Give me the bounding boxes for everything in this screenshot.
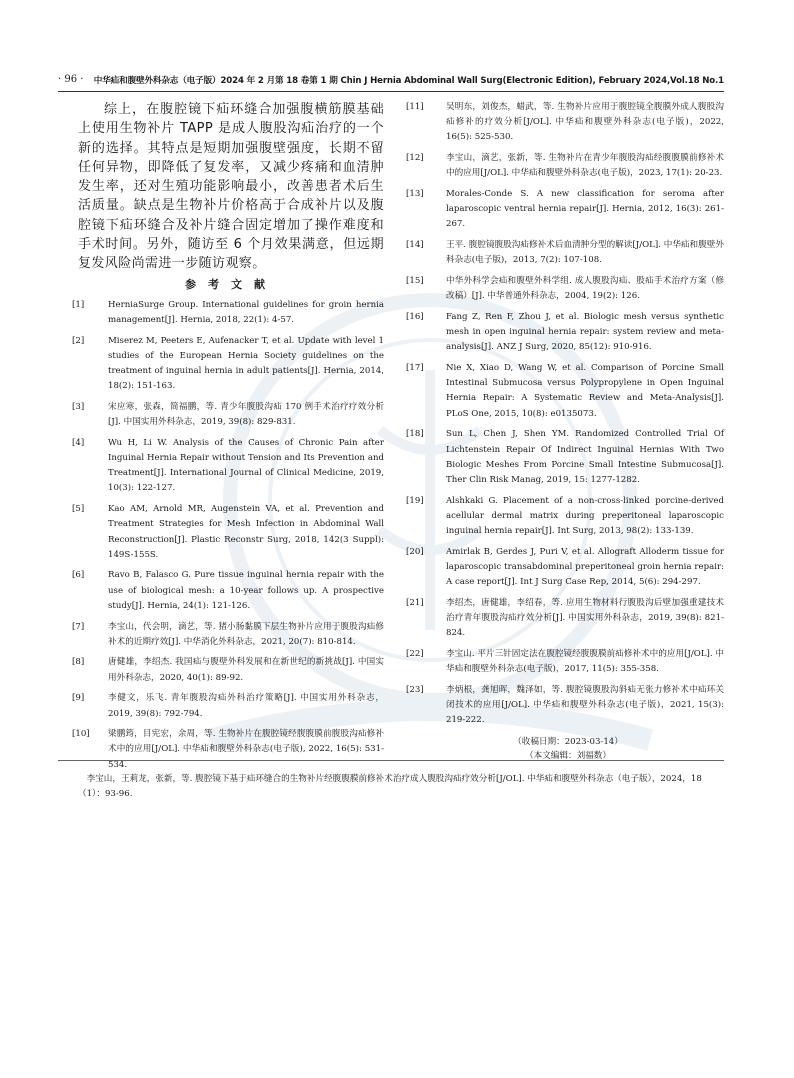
reference-item (72, 400, 384, 430)
reference-number: [4] (72, 437, 85, 448)
reference-text: Wu H, Li W. Analysis of the Causes of Chronic Pain after Inguinal Hernia Repair without Tension and Its Prevention and Treatment[J]. International Journal of Clinical Medicine, 2019, 10(3): 122-127. (108, 437, 384, 494)
reference-item (406, 545, 724, 591)
reference-item (72, 655, 384, 685)
reference-number: [11] (406, 102, 424, 112)
reference-number: [18] (406, 429, 424, 440)
reference-item (406, 596, 724, 642)
reference-number: [22] (406, 649, 424, 659)
reference-number: [10] (72, 729, 90, 740)
reference-number: [21] (406, 597, 424, 608)
reference-text: Fang Z, Ren F, Zhou J, et al. Biologic mesh versus synthetic mesh in open inguinal hernia repair: system review and meta-analysis[J]. ANZ J Surg, 2020, 85(12): 910-916. (446, 311, 724, 353)
reference-number: [3] (72, 401, 85, 412)
reference-item (72, 691, 384, 721)
reference-text: Ravo B, Falasco G. Pure tissue inguinal hernia repair with the use of biological mesh: a 10-year follows up. A prospective study[J]. Hernia, 24(1): 121-126. (108, 570, 384, 611)
reference-text: 李宝山，代会明，滴艺，等. 猪小肠黏膜下层生物补片应用于腹股沟疝修补术的近期疗效[J]. 中华消化外科杂志，2021, 20(7): 810-814. (108, 621, 384, 647)
reference-item (406, 683, 724, 729)
reference-number: [6] (72, 570, 85, 581)
conclusion-paragraph: 综上，在腹腔镜下疝环缝合加强腹横筋膜基础上使用生物补片 TAPP 是成人腹股沟疝治疗的一个新的选择。其特点是短期加强腹壁强度，长期不留任何异物，即降低了复发率，又减少疼痛和血清肿发生率，还对生殖功能影响最小，改善患者术后生活质量。缺点是生物补片价格高于合成补片以及腹腔镜下疝环缝合及补片缝合固定增加了操作难度和手术时间。另外，随访至 6 个月效果满意，但远期复发风险尚需进一步随访观察。 (78, 102, 384, 272)
reference-number: [12] (406, 153, 424, 164)
reference-text: Nie X, Xiao D, Wang W, et al. Comparison of Porcine Small Intestinal Submucosa versus Polypropylene in Open Inguinal Hernia Repair: A Systematic Review and Meta-Analysis[J]. PLoS One, 2015, 10(8): e0135073. (446, 363, 724, 419)
reference-item (406, 151, 724, 181)
reference-number: [7] (72, 621, 85, 632)
citation-footer: 李宝山，王莉龙，张新，等. 腹腔镜下基于疝环缝合的生物补片经腹腹膜前修补术治疗成人腹股沟疝疗效分析[J/OL]. 中华疝和腹壁外科杂志（电子版），2024，18（1）：93-96. (78, 774, 702, 799)
reference-text: Morales-Conde S. A new classification for seroma after laparoscopic ventral hernia repair[J]. Hernia, 2012, 16(3): 261-267. (446, 189, 724, 230)
reference-item (406, 647, 724, 677)
reference-item (406, 310, 724, 356)
reference-number: [2] (72, 335, 85, 346)
reference-text: 王平. 腹腔镜腹股沟疝修补术后血清肿分型的解读[J/OL]. 中华疝和腹壁外科杂志(电子版)，2013, 7(2): 107-108. (446, 240, 724, 266)
reference-text: Sun L, Chen J, Shen YM. Randomized Controlled Trial Of Lichtenstein Repair Of Indirect Inguinal Hernias With Two Biologic Meshes From Porcine Small Intestine Submucosa[J]. Ther Clin Risk Manag, 2019, 15: 1277-1282. (446, 429, 724, 485)
reference-item (72, 502, 384, 563)
reference-text: Kao AM, Arnold MR, Augenstein VA, et al. Prevention and Treatment Strategies for Mesh Infection in Abdominal Wall Reconstruction[J]. Plastic Reconstr Surg, 2018, 142(3 Suppl): 149S-155S. (108, 504, 384, 560)
reference-item (406, 427, 724, 488)
reference-item (72, 436, 384, 497)
running-head: 中华疝和腹壁外科杂志（电子版）2024 年 2 月第 18 卷第 1 期 Chin J Hernia Abdominal Wall Surg(Electronic Edition), February 2024,Vol.18 No.1 (93, 76, 724, 86)
reference-text: 李健文，乐飞. 青年腹股沟疝外科治疗策略[J]. 中国实用外科杂志，2019, 39(8): 792-794. (108, 693, 384, 719)
reference-number: [23] (406, 684, 424, 695)
reference-number: [8] (72, 657, 85, 668)
reference-item (406, 187, 724, 233)
reference-item (72, 727, 384, 773)
reference-item (406, 100, 724, 146)
reference-text: 李炳根，龚旭晖，魏泽如，等. 腹腔镜腹股沟斜疝无张力修补术中疝环关闭技术的应用[J/OL]. 中华疝和腹壁外科杂志(电子版)，2021, 15(3): 219-222. (446, 684, 724, 726)
reference-text: 中华外科学会疝和腹壁外科学组. 成人腹股沟疝、股疝手术治疗方案（修改稿）[J]. 中华普通外科杂志，2004, 19(2): 126. (446, 276, 724, 302)
reference-item (406, 274, 724, 304)
reference-text: Miserez M, Peeters E, Aufenacker T, et al. Update with level 1 studies of the European Hernia Society guidelines on the treatment of inguinal hernia in adult patients[J]. Hernia, 2014, 18(2): 151-163. (108, 335, 384, 392)
reference-text: 李宝山，滴艺，张新，等. 生物补片在青少年腹股沟疝经腹腹膜前修补术中的应用[J/OL]. 中华疝和腹壁外科杂志(电子版)，2023, 17(1): 20-23. (446, 153, 724, 179)
right-column (406, 100, 724, 763)
reference-number: [16] (406, 311, 424, 322)
reference-number: [14] (406, 240, 424, 251)
footer-rule (58, 760, 724, 761)
received-date: （收稿日期：2023-03-14） (513, 736, 623, 747)
reference-text: Alshkaki G. Placement of a non-cross-linked porcine-derived acellular dermal matrix during preperitoneal laparoscopic inguinal hernia repair[J]. Int Surg, 2013, 98(2): 133-139. (446, 495, 724, 537)
reference-number: [9] (72, 693, 85, 704)
reference-number: [5] (72, 504, 85, 515)
reference-item (406, 361, 724, 422)
reference-list-left (72, 298, 384, 773)
reference-text: 吴明东，刘俊杰，蜡武，等. 生物补片应用于腹腔镜全腹膜外成人腹股沟疝修补的疗效分析[J/OL]. 中华疝和腹壁外科杂志(电子版)，2022, 16(5): 525-530. (446, 102, 724, 143)
reference-item (72, 568, 384, 614)
reference-text: 李宝山. 平片三针固定法在腹腔镜经腹腹膜前疝修补术中的应用[J/OL]. 中华疝和腹壁外科杂志(电子版)，2017, 11(5): 355-358. (446, 649, 724, 675)
references-heading: 参考文献 (185, 277, 277, 291)
page-number: · 96 · (58, 74, 84, 85)
reference-item (72, 334, 384, 395)
reference-text: 李绍杰，唐健雄，李绍春，等. 应用生物材料行腹股沟后壁加强重建技术治疗青年腹股沟疝疗效分析[J]. 中国实用外科杂志，2019, 39(8): 821-824. (446, 597, 724, 639)
reference-item (72, 298, 384, 328)
left-column (72, 100, 384, 778)
reference-list-right (406, 100, 724, 729)
reference-number: [19] (406, 495, 424, 506)
reference-text: HerniaSurge Group. International guidelines for groin hernia management[J]. Hernia, 2018, 22(1): 4-57. (108, 299, 384, 325)
reference-item (72, 620, 384, 650)
reference-number: [15] (406, 276, 424, 287)
reference-number: [17] (406, 363, 424, 374)
reference-number: [13] (406, 189, 424, 200)
reference-text: 梁鹏筠，目宪宏，余周，等. 生物补片在腹腔镜经腹腹膜前腹股沟疝修补术中的应用[J/OL]. 中华疝和腹壁外科杂志(电子版), 2022, 16(5): 531-534. (108, 729, 384, 770)
reference-item (406, 238, 724, 268)
reference-number: [20] (406, 546, 424, 557)
reference-text: Amirlak B, Gerdes J, Puri V, et al. Allograft Alloderm tissue for laparoscopic transabdominal preperitoneal groin hernia repair: A case report[J]. Int J Surg Case Rep, 2014, 5(6): 294-297. (446, 546, 724, 588)
reference-number: [1] (72, 299, 85, 310)
page-header (58, 74, 724, 90)
reference-item (406, 494, 724, 540)
header-rule (58, 91, 724, 92)
editor-credit: （本文编辑：刘福数） (525, 750, 611, 761)
reference-text: 宋应寒，张森，简福鹏，等. 青少年腹股沟疝 170 例手术治疗疗效分析[J]. 中国实用外科杂志，2019, 39(8): 829-831. (108, 401, 384, 428)
reference-text: 唐健雄，李绍杰. 我国疝与腹壁外科发展和在新世纪的新挑战[J]. 中国实用外科杂志，2020, 40(1): 89-92. (108, 657, 384, 683)
